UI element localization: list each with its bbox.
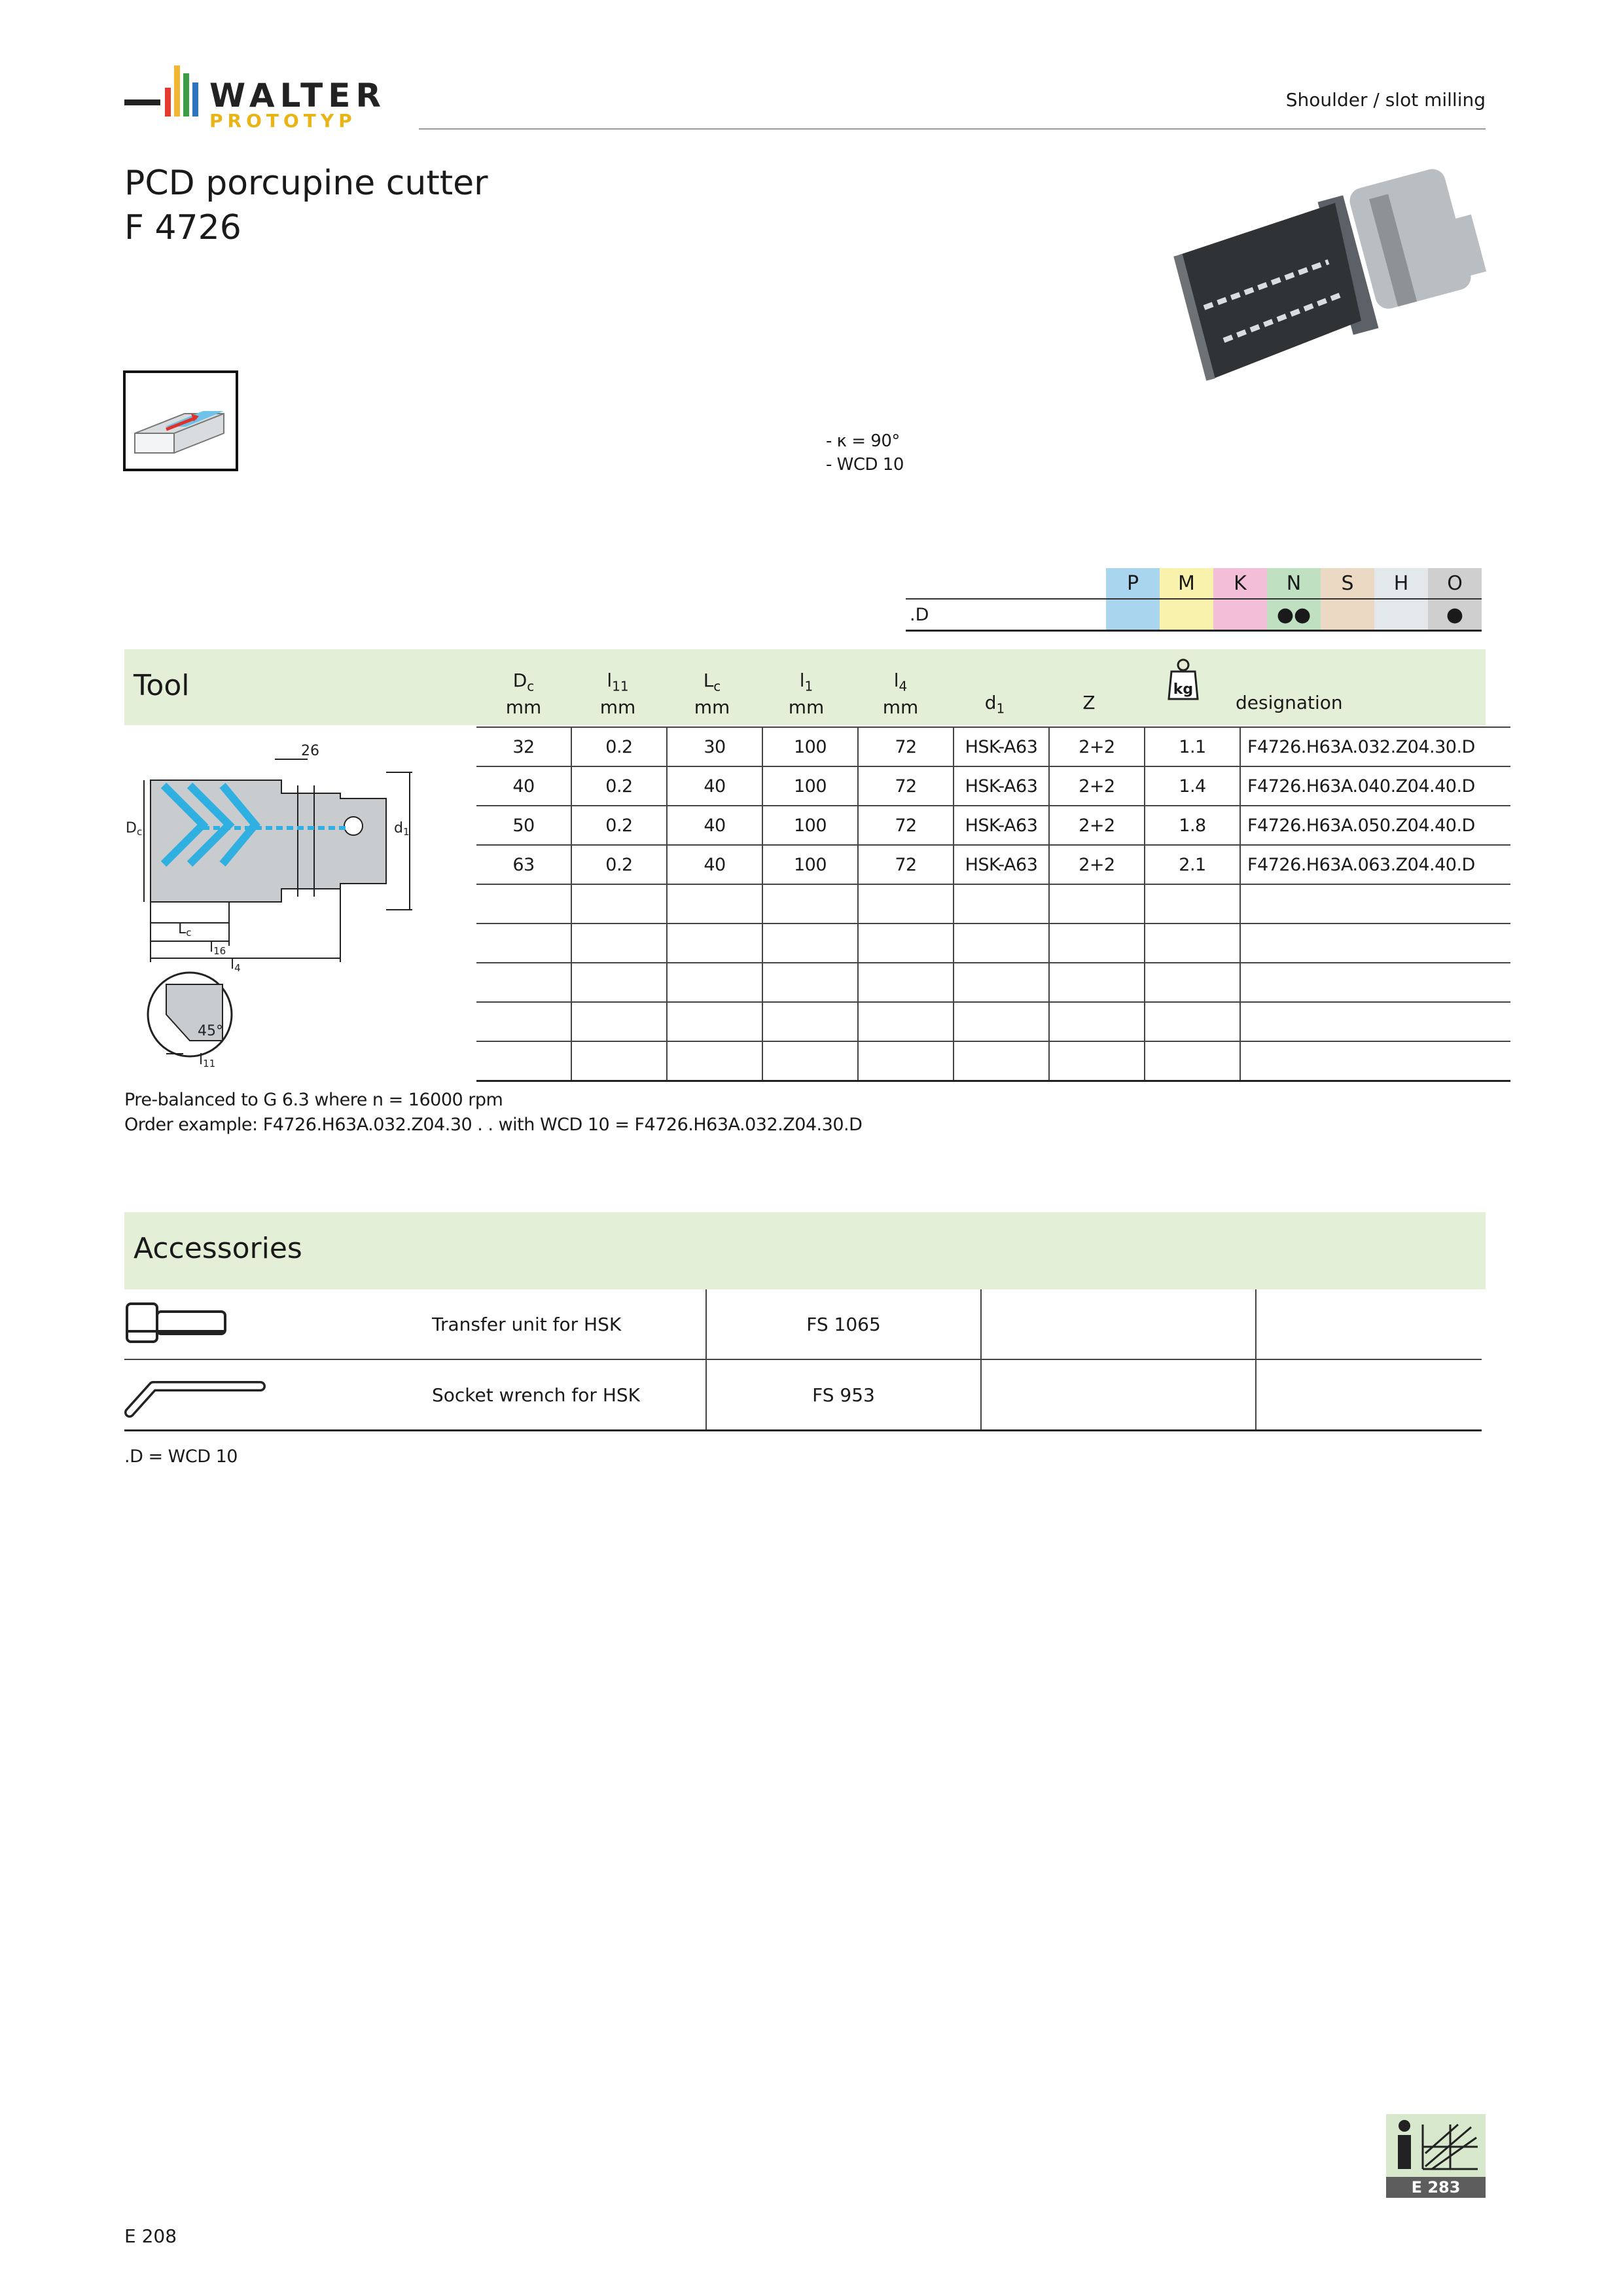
table-cell: 72 (858, 806, 954, 845)
table-cell (1049, 1041, 1145, 1081)
header-rule (419, 128, 1486, 130)
table-cell (476, 924, 571, 963)
product-image (1165, 157, 1492, 393)
info-icon (1386, 2114, 1486, 2177)
table-cell (954, 963, 1049, 1002)
table-cell (954, 1002, 1049, 1041)
table-cell (1145, 1002, 1240, 1041)
col-header-designation: designation (1236, 692, 1343, 713)
table-cell (667, 884, 762, 924)
table-cell (1145, 924, 1240, 963)
accessory-row (124, 1289, 1482, 1359)
table-cell: 72 (858, 766, 954, 806)
note-order-example: Order example: F4726.H63A.032.Z04.30 . . with WCD 10 = F4726.H63A.032.Z04.30.D (124, 1115, 863, 1135)
table-cell: 32 (476, 727, 571, 766)
table-cell (1049, 884, 1145, 924)
table-cell: 2+2 (1049, 727, 1145, 766)
table-cell: 2.1 (1145, 845, 1240, 884)
drawing-d1-label: d1 (394, 820, 410, 838)
tool-table (476, 726, 1510, 1082)
table-cell: 72 (858, 845, 954, 884)
material-row-label: .D (910, 604, 929, 625)
page-number: E 208 (124, 2225, 177, 2247)
table-cell: 40 (667, 806, 762, 845)
table-cell (571, 884, 667, 924)
table-cell (954, 924, 1049, 963)
table-cell: F4726.H63A.063.Z04.40.D (1240, 845, 1510, 884)
table-row (476, 1002, 1510, 1041)
table-cell (571, 1041, 667, 1081)
product-title (124, 161, 488, 250)
table-cell (954, 1041, 1049, 1081)
table-cell (1240, 1041, 1510, 1081)
table-row (476, 963, 1510, 1002)
feature-wcd: - WCD 10 (826, 455, 904, 475)
table-row (476, 806, 1510, 845)
accessory-code: FS 953 (706, 1359, 981, 1431)
table-cell (571, 963, 667, 1002)
material-group-h: H (1374, 568, 1428, 599)
material-mark-k (1213, 599, 1267, 631)
table-cell: 0.2 (571, 806, 667, 845)
socket-wrench-icon (124, 1367, 268, 1419)
table-cell (476, 1041, 571, 1081)
table-cell: 30 (667, 727, 762, 766)
table-cell: 100 (762, 766, 858, 806)
material-group-m: M (1160, 568, 1213, 599)
table-cell (476, 1002, 571, 1041)
table-cell (858, 963, 954, 1002)
table-cell: 1.8 (1145, 806, 1240, 845)
drawing-lc-label: Lc (178, 921, 192, 939)
accessories-header-band (124, 1212, 1486, 1289)
table-cell (1049, 924, 1145, 963)
accessory-name: Socket wrench for HSK (432, 1359, 706, 1431)
tool-heading: Tool (134, 669, 190, 702)
table-cell (858, 884, 954, 924)
material-header-row (906, 568, 1482, 599)
table-cell (1240, 1002, 1510, 1041)
table-cell (571, 924, 667, 963)
table-cell (667, 1041, 762, 1081)
table-cell (858, 924, 954, 963)
table-row (476, 1041, 1510, 1081)
feature-list (826, 429, 904, 476)
table-row (476, 924, 1510, 963)
drawing-l16-label: l16 (209, 939, 226, 957)
table-cell: F4726.H63A.032.Z04.30.D (1240, 727, 1510, 766)
table-cell: 40 (667, 766, 762, 806)
table-cell: 100 (762, 806, 858, 845)
table-cell: 2+2 (1049, 766, 1145, 806)
col-header-l11: $l_{11}$ mm (599, 670, 636, 718)
brand-name: WALTER (209, 77, 386, 115)
table-cell (954, 884, 1049, 924)
table-cell: HSK-A63 (954, 727, 1049, 766)
table-cell (1240, 963, 1510, 1002)
table-cell (476, 884, 571, 924)
table-cell: 63 (476, 845, 571, 884)
table-cell (762, 963, 858, 1002)
table-row (476, 884, 1510, 924)
table-cell (858, 1041, 954, 1081)
material-group-s: S (1321, 568, 1374, 599)
table-row (476, 766, 1510, 806)
table-cell (762, 924, 858, 963)
drawing-dc-label: Dc (126, 820, 143, 838)
tool-notes (124, 1088, 862, 1138)
accessories-table (124, 1289, 1482, 1431)
note-balancing: Pre-balanced to G 6.3 where n = 16000 rpm (124, 1090, 503, 1110)
section-title: Shoulder / slot milling (1285, 89, 1486, 111)
drawing-angle-label: 45° (198, 1023, 223, 1039)
table-cell (1240, 924, 1510, 963)
table-cell: 2+2 (1049, 806, 1145, 845)
table-cell: 0.2 (571, 727, 667, 766)
table-cell: 1.4 (1145, 766, 1240, 806)
table-cell (1049, 963, 1145, 1002)
table-cell (476, 963, 571, 1002)
table-cell (667, 963, 762, 1002)
material-group-o: O (1428, 568, 1482, 599)
col-header-l4: $l_4$ mm (882, 670, 919, 718)
table-cell (1145, 963, 1240, 1002)
material-marks-row (906, 599, 1482, 631)
material-mark-m (1160, 599, 1213, 631)
col-header-d1: $d_1$ (984, 692, 1005, 717)
table-cell: 100 (762, 845, 858, 884)
tool-technical-drawing (124, 733, 425, 1086)
drawing-l4-label: l4 (230, 956, 241, 974)
table-cell: 50 (476, 806, 571, 845)
accessories-heading: Accessories (134, 1232, 302, 1265)
table-cell: 100 (762, 727, 858, 766)
col-header-lc: $L_c$ mm (694, 670, 730, 718)
table-cell: 2+2 (1049, 845, 1145, 884)
table-cell (762, 1041, 858, 1081)
accessory-row (124, 1359, 1482, 1431)
table-row (476, 845, 1510, 884)
accessory-code: FS 1065 (706, 1289, 981, 1359)
table-cell: HSK-A63 (954, 766, 1049, 806)
material-mark-s (1321, 599, 1374, 631)
table-cell (667, 1002, 762, 1041)
table-cell (667, 924, 762, 963)
product-title-line2: F 4726 (124, 208, 241, 247)
info-box[interactable] (1386, 2114, 1486, 2198)
table-cell: 1.1 (1145, 727, 1240, 766)
table-cell: HSK-A63 (954, 845, 1049, 884)
material-group-k: K (1213, 568, 1267, 599)
material-group-p: P (1106, 568, 1160, 599)
col-header-weight: kg (1136, 657, 1230, 708)
table-cell: 0.2 (571, 845, 667, 884)
table-cell (1240, 884, 1510, 924)
feature-kappa: - κ = 90° (826, 431, 900, 451)
material-mark-o: ● (1428, 599, 1482, 631)
material-mark-n: ●● (1267, 599, 1321, 631)
material-suitability-table (906, 568, 1482, 632)
transfer-unit-icon (124, 1296, 229, 1348)
brand-subname: PROTOTYP (209, 110, 357, 132)
table-cell: F4726.H63A.050.Z04.40.D (1240, 806, 1510, 845)
shoulder-milling-icon (123, 370, 238, 471)
material-mark-h (1374, 599, 1428, 631)
drawing-l11-label: l11 (199, 1052, 216, 1069)
col-header-z: Z (1082, 692, 1096, 713)
table-cell: HSK-A63 (954, 806, 1049, 845)
accessory-name: Transfer unit for HSK (432, 1289, 706, 1359)
table-cell: 72 (858, 727, 954, 766)
table-cell (762, 1002, 858, 1041)
table-cell (1145, 1041, 1240, 1081)
table-cell: F4726.H63A.040.Z04.40.D (1240, 766, 1510, 806)
table-cell (762, 884, 858, 924)
info-box-reference: E 283 (1386, 2177, 1486, 2198)
drawing-width-label: 26 (301, 743, 319, 759)
table-cell: 40 (476, 766, 571, 806)
table-cell: 40 (667, 845, 762, 884)
table-cell (571, 1002, 667, 1041)
table-cell (858, 1002, 954, 1041)
col-header-dc: $D_c$ mm (505, 670, 542, 718)
col-header-l1: $l_1$ mm (788, 670, 825, 718)
footnote: .D = WCD 10 (124, 1446, 238, 1467)
table-cell: 0.2 (571, 766, 667, 806)
material-group-n: N (1267, 568, 1321, 599)
table-cell (1145, 884, 1240, 924)
product-title-line1: PCD porcupine cutter (124, 164, 488, 203)
table-row (476, 727, 1510, 766)
table-cell (1049, 1002, 1145, 1041)
material-mark-p (1106, 599, 1160, 631)
